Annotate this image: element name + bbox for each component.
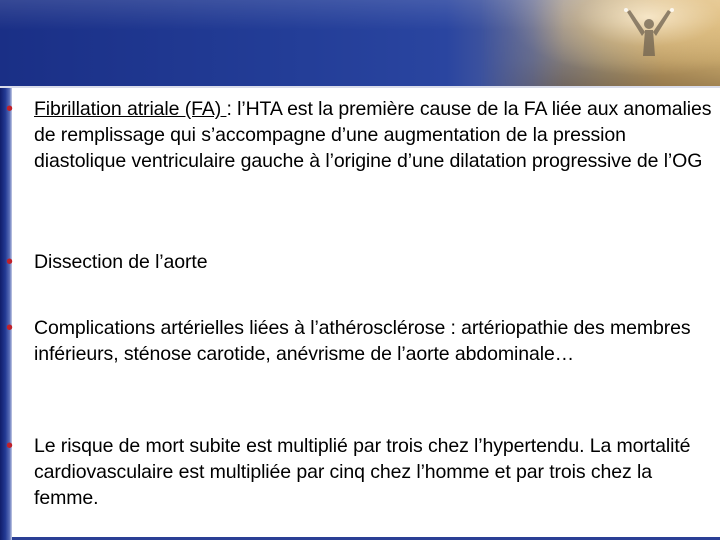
bullet-body: : l’HTA est la première cause de la FA liée aux anomalies de remplissage qui s’accompagne d’une augmentation de la pression diastolique ventriculaire gauche à l’origine d’une dilatation progressive de l’OG	[34, 98, 712, 172]
bullet-atrial-fibrillation	[6, 96, 718, 174]
bullet-lead-link[interactable]: Fibrillation atriale (FA)	[34, 98, 227, 120]
bullet-text	[34, 96, 718, 174]
bullet-marker: •	[6, 317, 14, 339]
bullet-text: Complications artérielles liées à l’athérosclérose : artériopathie des membres inférieurs, sténose carotide, anévrisme de l’aorte abdominale…	[34, 317, 691, 365]
bullet-arterial-complications	[6, 315, 718, 367]
bullet-text: Dissection de l’aorte	[34, 251, 208, 273]
bullet-aortic-dissection	[6, 249, 718, 275]
bullet-sudden-death-risk	[6, 433, 718, 511]
header-separator	[0, 86, 720, 88]
header-banner	[0, 0, 720, 86]
bullet-marker: •	[6, 435, 14, 457]
bullet-marker: •	[6, 98, 14, 120]
header-gloss	[0, 0, 720, 30]
bullet-marker: •	[6, 251, 14, 273]
bullet-text: Le risque de mort subite est multiplié par trois chez l’hypertendu. La mortalité cardiovasculaire est multipliée par cinq chez l’homme et par trois chez la femme.	[34, 435, 691, 509]
person-raising-arms-icon	[614, 4, 684, 76]
